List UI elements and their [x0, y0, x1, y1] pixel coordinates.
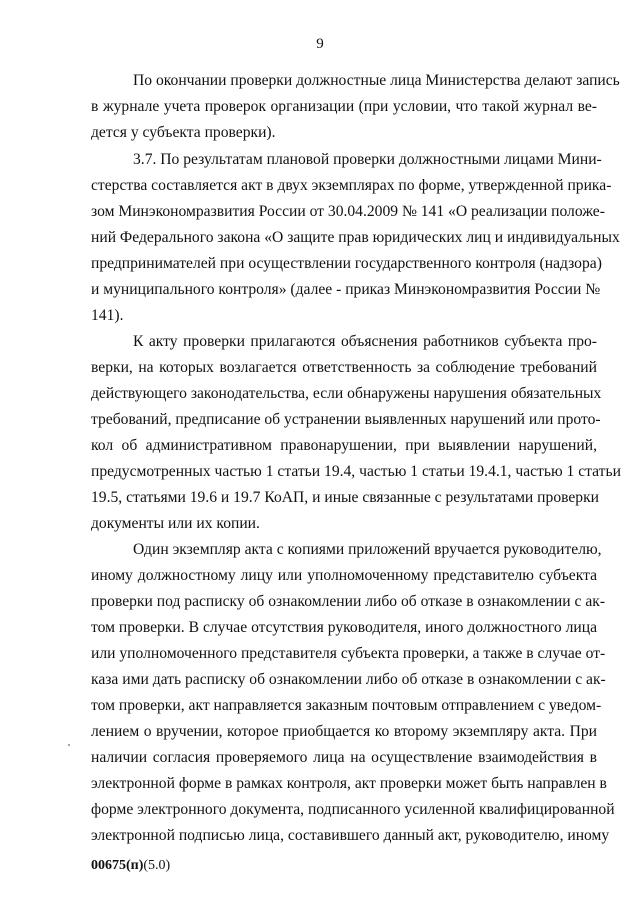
text-line: 3.7. По результатам плановой проверки должностными лицами Мини-: [133, 151, 602, 168]
text-line: в журнале учета проверок организации (при условии, что такой журнал ве-: [91, 98, 597, 115]
text-line: ний Федерального закона «О защите прав юридических лиц и индивидуальных: [91, 229, 620, 246]
text-line: требований, предписание об устранении выявленных нарушений или прото-: [91, 411, 601, 428]
text-line: иному должностному лицу или уполномоченному представителю субъекта: [91, 567, 597, 584]
text-line: каза ими дать расписку об ознакомлении либо об отказе в ознакомлении с ак-: [91, 671, 606, 688]
text-line: том проверки. В случае отсутствия руководителя, иного должностного лица: [91, 619, 597, 636]
text-line: предусмотренных частью 1 статьи 19.4, частью 1 статьи 19.4.1, частью 1 статьи: [91, 463, 621, 480]
text-line: зом Минэкономразвития России от 30.04.2009 № 141 «О реализации положе-: [91, 203, 605, 220]
text-line: документы или их копии.: [91, 515, 260, 532]
document-code-version: (5.0): [143, 858, 171, 873]
text-line: проверки под расписку об ознакомлении либо об отказе в ознакомлении с ак-: [91, 593, 606, 610]
text-line: электронной форме в рамках контроля, акт проверки может быть направлен в: [91, 775, 607, 792]
text-line: 19.5, статьями 19.6 и 19.7 КоАП, и иные связанные с результатами проверки: [91, 489, 600, 506]
text-line: и муниципального контроля» (далее - приказ Минэкономразвития России №: [91, 281, 601, 298]
text-line: 141).: [91, 307, 124, 324]
document-code: [91, 856, 170, 876]
text-line: электронной подписью лица, составившего данный акт, руководителю, иному: [91, 827, 610, 844]
text-line: верки, на которых возлагается ответственность за соблюдение требований: [91, 359, 597, 376]
text-line: дется у субъекта проверки).: [91, 124, 276, 141]
text-line: форме электронного документа, подписанного усиленной квалифицированной: [91, 801, 615, 818]
document-code-number: 00675(п): [91, 858, 144, 873]
text-line: или уполномоченного представителя субъекта проверки, а также в случае от-: [91, 645, 606, 662]
text-line: лением о вручении, которое приобщается ко второму экземпляру акта. При: [91, 723, 597, 740]
text-line: К акту проверки прилагаются объяснения работников субъекта про-: [133, 333, 597, 350]
text-line: том проверки, акт направляется заказным почтовым отправлением с уведом-: [91, 697, 602, 714]
text-line: действующего законодательства, если обнаружены нарушения обязательных: [91, 385, 602, 402]
text-line: По окончании проверки должностные лица Министерства делают запись: [133, 72, 620, 89]
text-line: Один экземпляр акта с копиями приложений вручается руководителю,: [133, 541, 602, 558]
text-line: предпринимателей при осуществлении государственного контроля (надзора): [91, 255, 602, 272]
page-number: 9: [316, 36, 324, 52]
scan-speck: [68, 744, 70, 746]
text-line: наличии согласия проверяемого лица на осуществление взаимодействия в: [91, 749, 597, 766]
text-line: стерства составляется акт в двух экземплярах по форме, утвержденной прика-: [91, 177, 612, 194]
text-line: кол об административном правонарушении, при выявлении нарушений,: [91, 437, 597, 454]
